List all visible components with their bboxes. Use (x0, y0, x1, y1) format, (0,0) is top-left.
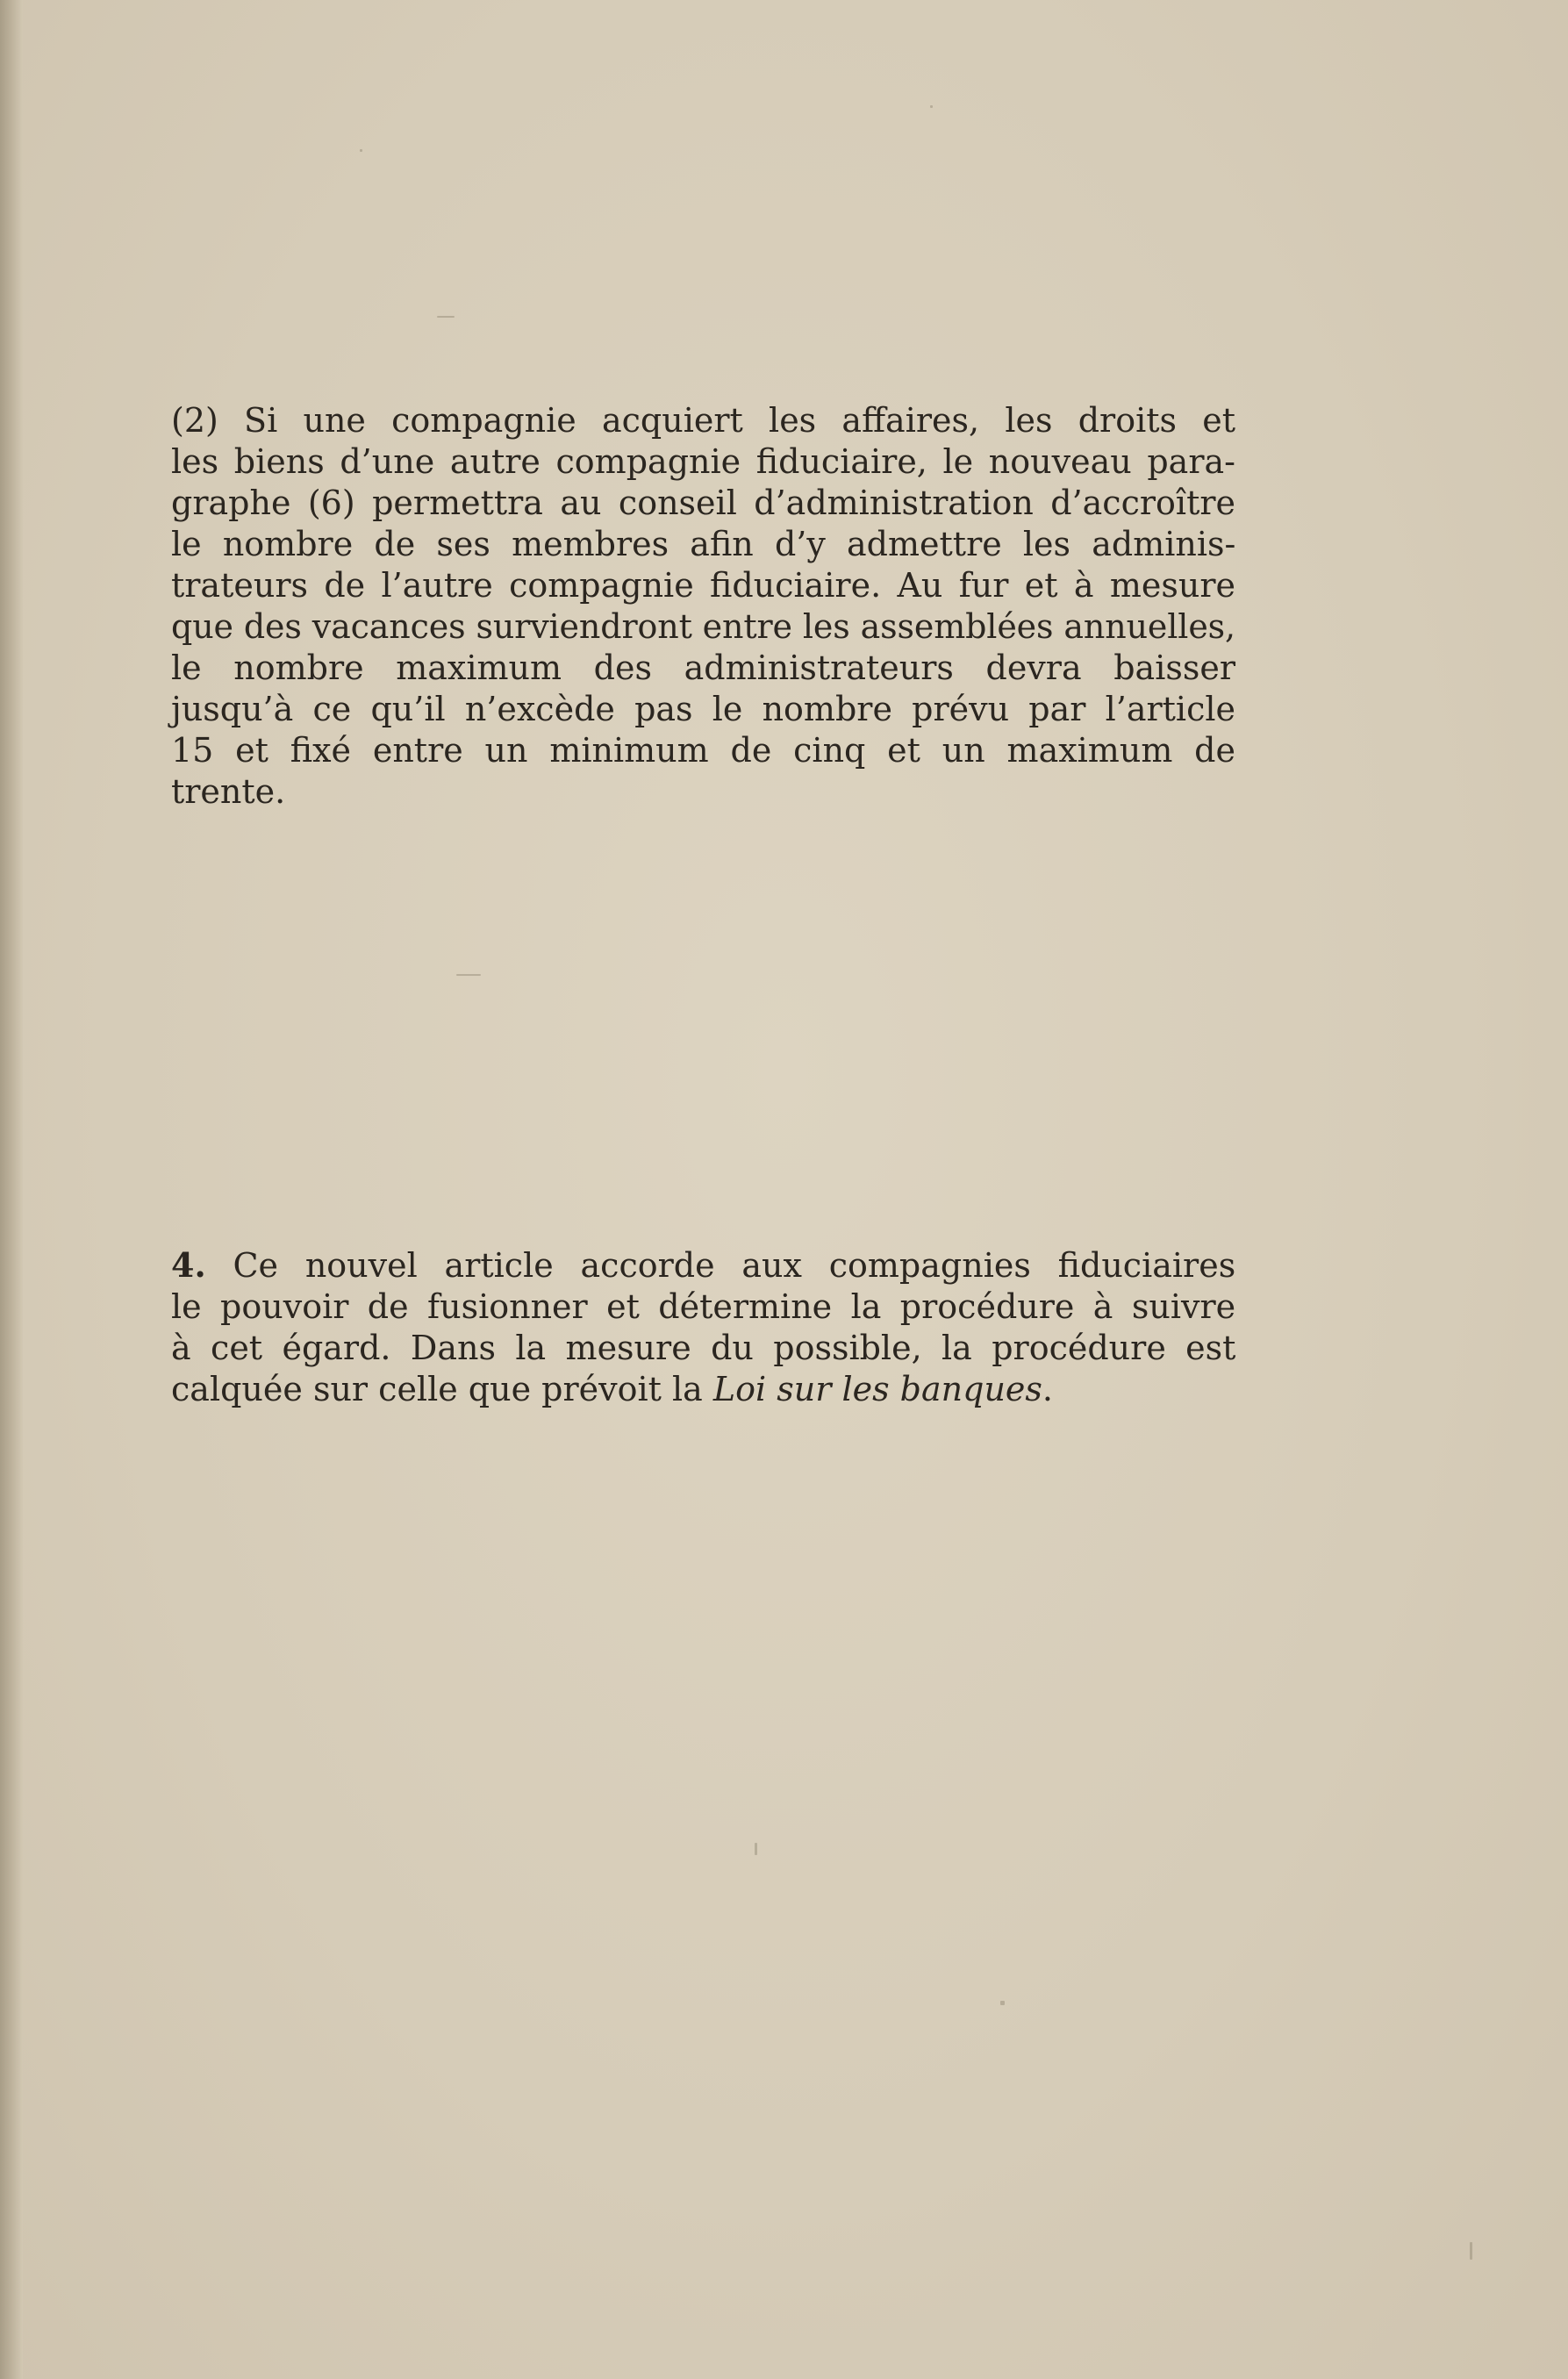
paper-speck (360, 149, 362, 152)
paragraph-line: le pouvoir de fusionner et détermine la procédure à suivre (171, 1287, 1236, 1326)
paragraph-line: le nombre maximum des administrateurs devra baisser (171, 648, 1235, 687)
paragraph-line: 15 et fixé entre un minimum de cinq et un maximum de (171, 731, 1235, 770)
paragraph-line: trente. (171, 772, 286, 811)
paragraph-line: le nombre de ses membres afin d’y admettre les adminis- (171, 525, 1236, 563)
section-number: 4. (171, 1245, 206, 1285)
paper-speck (1470, 2242, 1472, 2260)
paper-speck (456, 974, 481, 976)
paragraph-line-first (171, 1244, 1235, 1286)
paragraph-section-4 (171, 1244, 1235, 1410)
paragraph-line: les biens d’une autre compagnie fiduciaire, le nouveau para- (171, 442, 1235, 481)
statute-title: Loi sur les banques (712, 1370, 1042, 1408)
paragraph-line: (2) Si une compagnie acquiert les affaires, les droits et (171, 401, 1235, 440)
paragraph-line-text: . (1042, 1370, 1054, 1408)
paper-speck (755, 1843, 757, 1855)
paper-speck (930, 105, 933, 108)
paragraph-line: que des vacances surviendront entre les assemblées annuelles, (171, 607, 1235, 646)
paragraph-subsection-2 (171, 400, 1235, 813)
paper-speck (437, 316, 455, 318)
paragraph-line: graphe (6) permettra au conseil d’administration d’accroître (171, 484, 1235, 522)
paragraph-line: jusqu’à ce qu’il n’excède pas le nombre prévu par l’article (171, 690, 1235, 728)
page-binding-edge (0, 0, 23, 2379)
paragraph-line: à cet égard. Dans la mesure du possible, la procédure est (171, 1329, 1236, 1367)
paper-speck (1000, 2001, 1005, 2005)
paragraph-line-last (171, 1369, 1235, 1410)
paragraph-line-text: calquée sur celle que prévoit la (171, 1370, 713, 1408)
paragraph-line: trateurs de l’autre compagnie fiduciaire. Au fur et à mesure (171, 566, 1235, 605)
paragraph-line-text: Ce nouvel article accorde aux compagnies fiduciaires (233, 1246, 1236, 1285)
